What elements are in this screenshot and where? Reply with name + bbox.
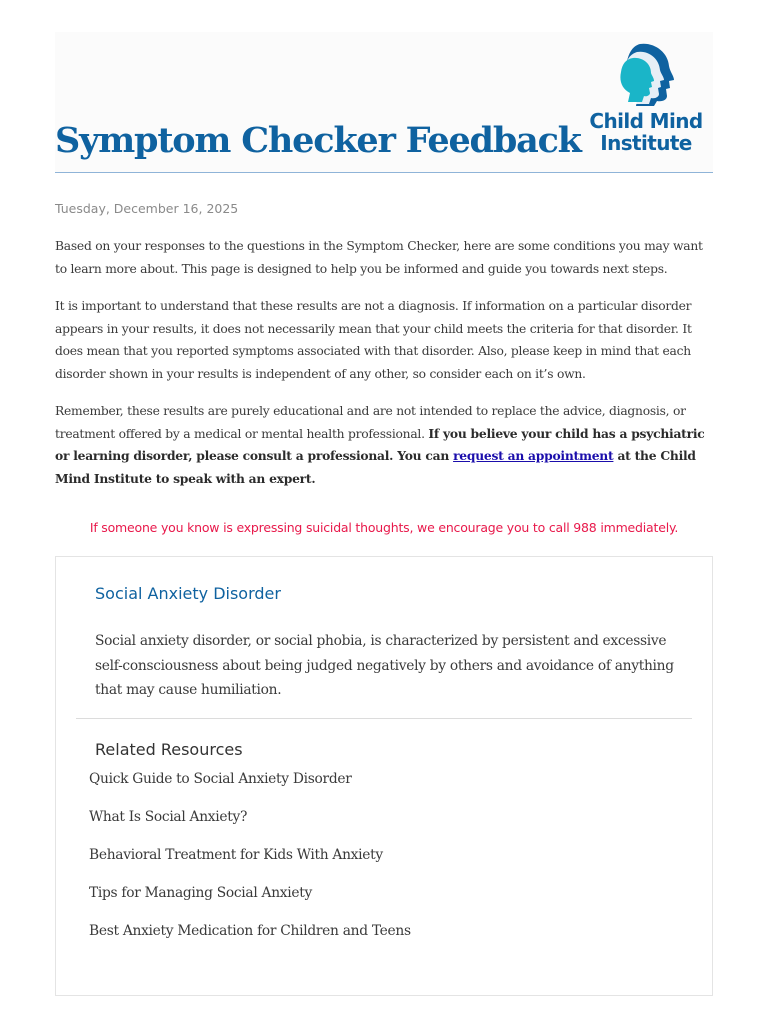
child-mind-institute-logo[interactable]	[580, 42, 712, 160]
resource-link[interactable]: Best Anxiety Medication for Children and Teens	[89, 923, 411, 939]
resource-list	[89, 767, 411, 957]
condition-card	[55, 556, 713, 996]
resource-link[interactable]: Quick Guide to Social Anxiety Disorder	[89, 771, 352, 787]
condition-description: Social anxiety disorder, or social phobia, is characterized by persistent and excessive self-consciousness about being judged negatively by others and avoidance of anything that may cause humiliation.	[95, 633, 674, 699]
header-divider	[55, 172, 713, 173]
resource-link[interactable]: Tips for Managing Social Anxiety	[89, 885, 312, 901]
report-date: Tuesday, December 16, 2025	[55, 201, 239, 216]
intro-paragraph-2: It is important to understand that these results are not a diagnosis. If information on a particular disorder appears in your results, it does not necessarily mean that your child meets the criteria for that disorder. It does mean that you reported symptoms associated with that disorder. Also, please keep in mind that each disorder shown in your results is independent of any other, so consider each on it’s own.	[55, 299, 692, 381]
logo-line-1: Child Mind	[589, 109, 703, 133]
card-divider	[76, 718, 692, 719]
resource-link[interactable]: Behavioral Treatment for Kids With Anxiety	[89, 847, 383, 863]
condition-title: Social Anxiety Disorder	[95, 584, 281, 603]
intro-paragraph-3	[55, 400, 715, 490]
request-appointment-link[interactable]: request an appointment	[453, 448, 614, 464]
child-mind-heads-icon	[614, 42, 678, 106]
related-resources-heading: Related Resources	[95, 740, 243, 759]
page-title: Symptom Checker Feedback	[55, 120, 581, 161]
consult-tail-text: at the Child Mind Institute to speak with an expert.	[55, 448, 696, 486]
logo-line-2: Institute	[600, 131, 692, 155]
resource-link[interactable]: What Is Social Anxiety?	[89, 809, 248, 825]
logo-wordmark	[580, 110, 712, 154]
consult-text: If you believe your child has a psychiatric or learning disorder, please consult a professional. You can	[55, 425, 705, 464]
intro-paragraph-1: Based on your responses to the questions in the Symptom Checker, here are some conditions you may want to learn more about. This page is designed to help you be informed and guide you towards next steps.	[55, 239, 703, 276]
crisis-alert: If someone you know is expressing suicidal thoughts, we encourage you to call 988 immediately.	[89, 520, 679, 535]
disclaimer-text: Remember, these results are purely educational and are not intended to replace the advice, diagnosis, or treatment offered by a medical or mental health professional.	[55, 404, 686, 441]
